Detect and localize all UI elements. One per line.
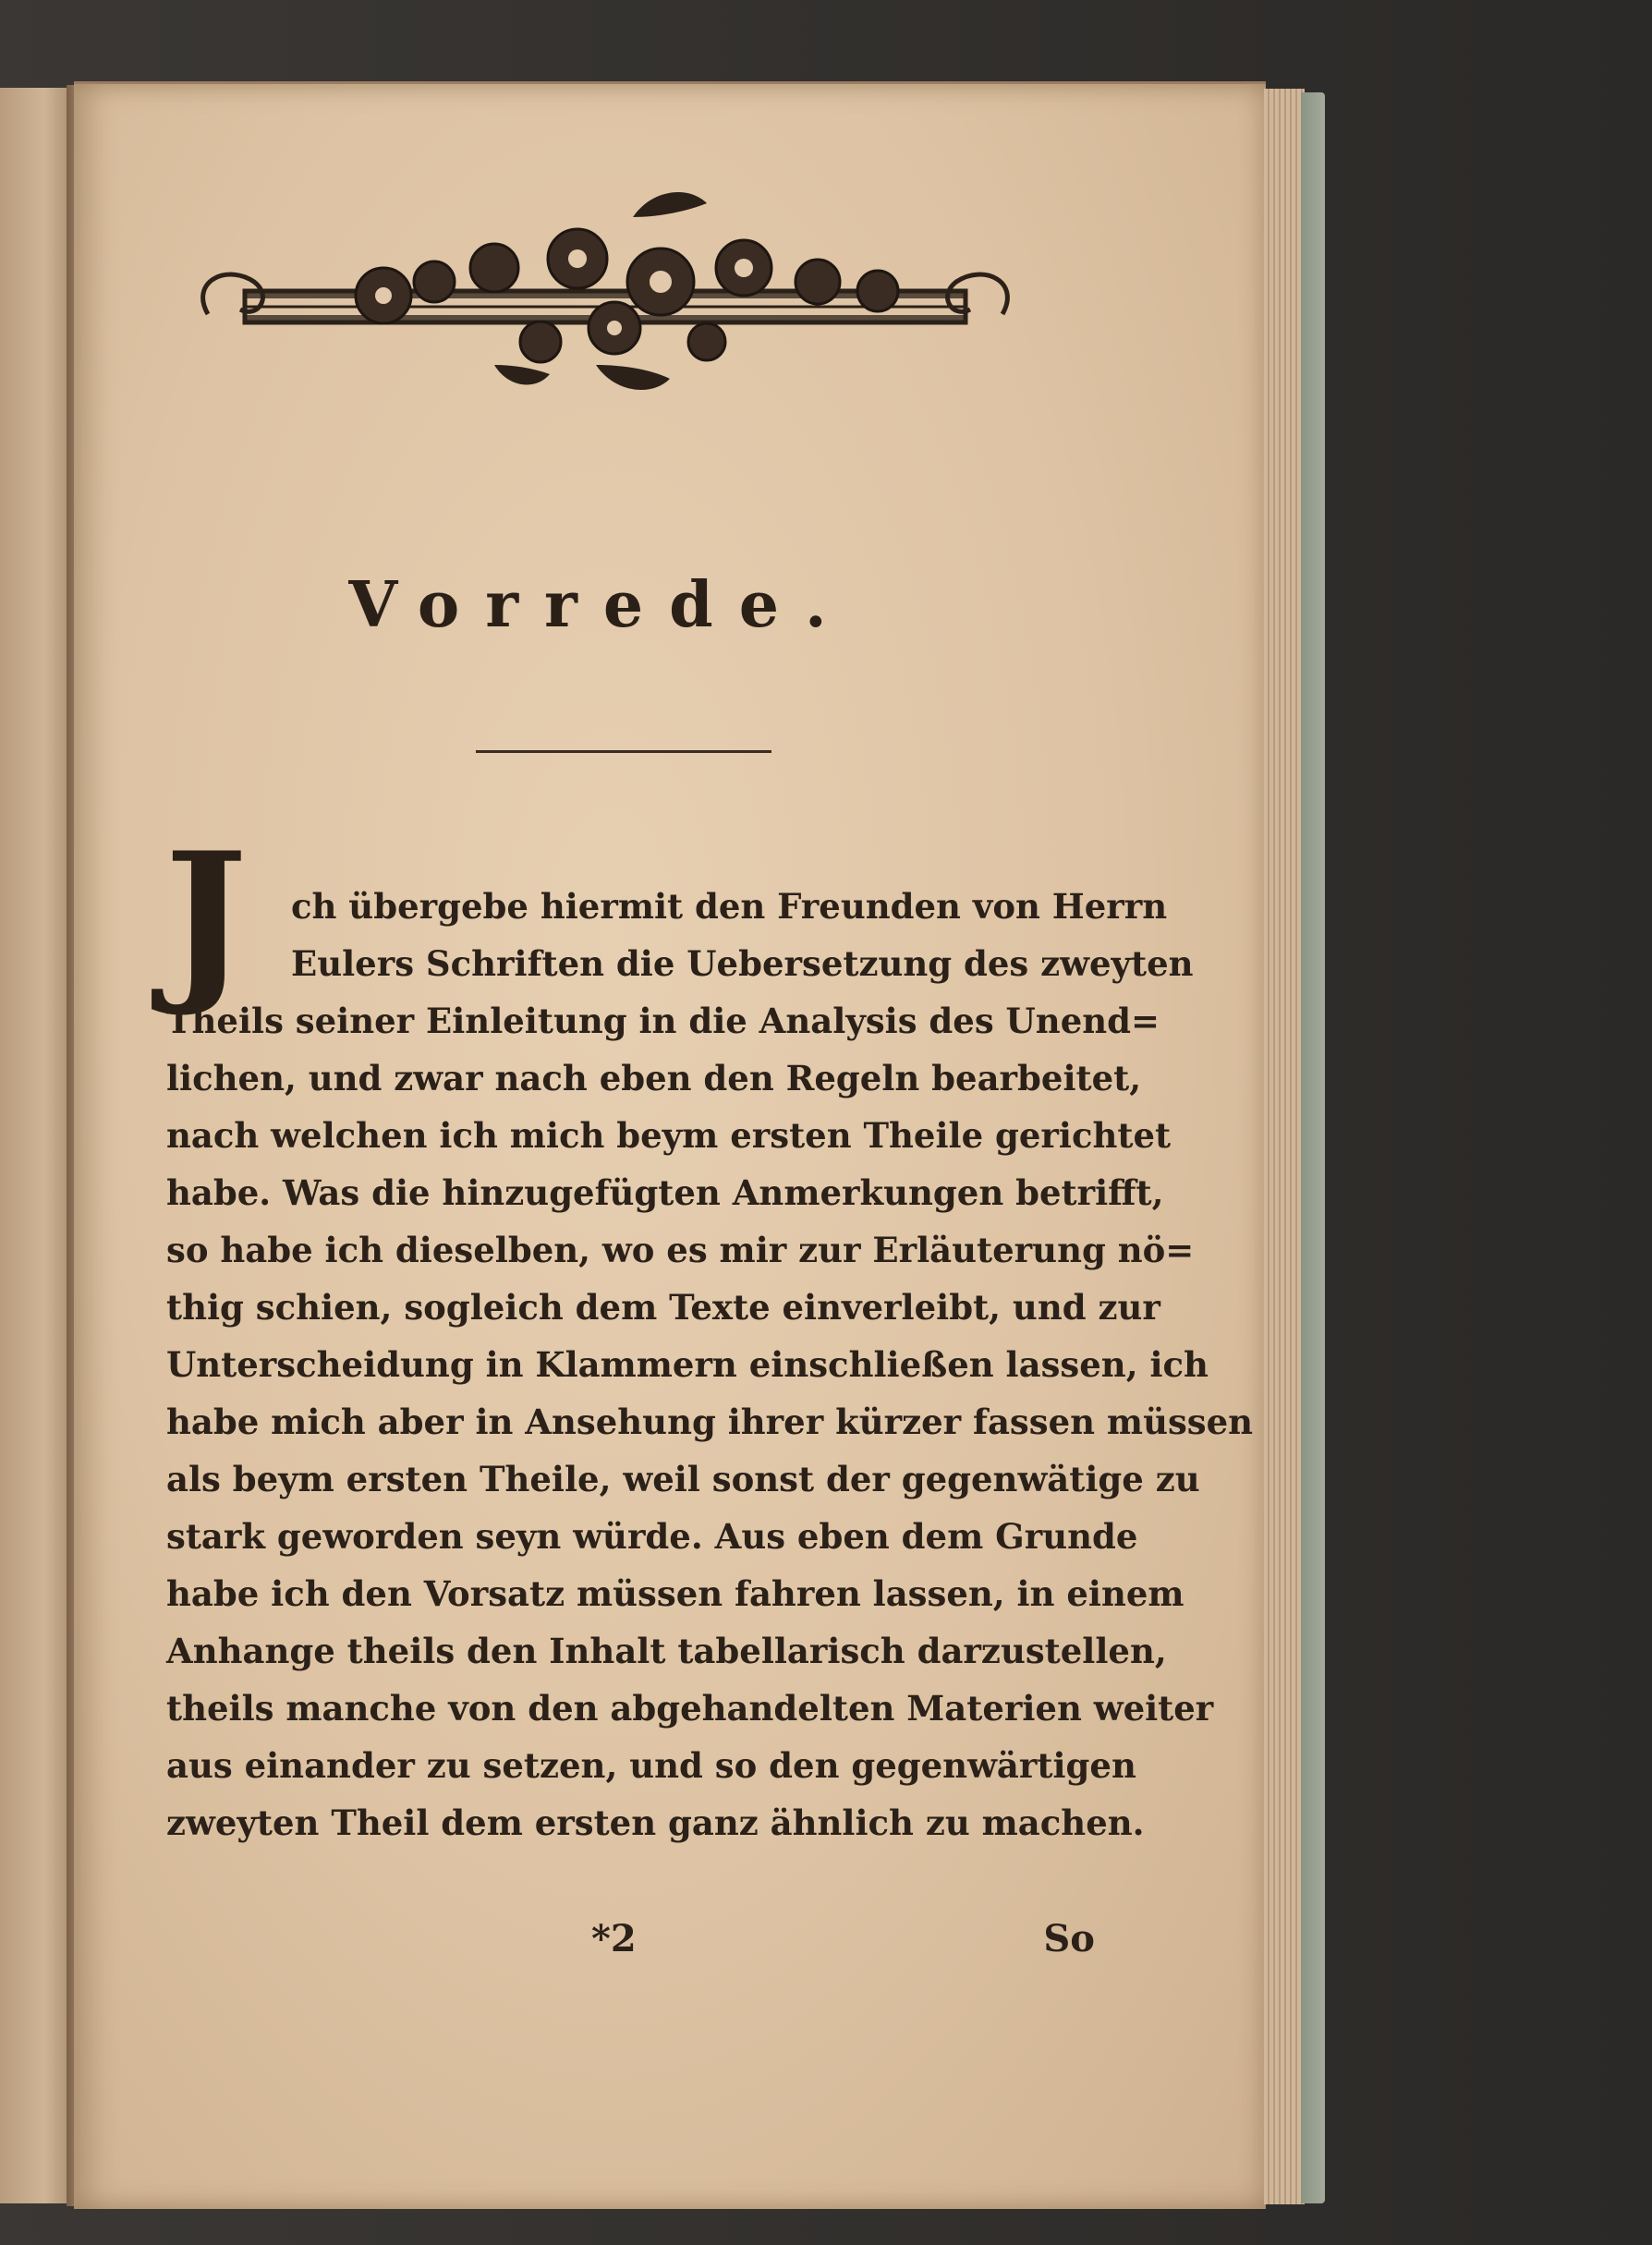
text-line: als beym ersten Theile, weil sonst der gegenwätige zu <box>166 1459 1200 1499</box>
text-line: lichen, und zwar nach eben den Regeln bearbeitet, <box>166 1058 1142 1098</box>
text-line: Anhange theils den Inhalt tabellarisch darzustellen, <box>166 1631 1167 1671</box>
page-stack-edge <box>1264 89 1305 2204</box>
text-line: aus einander zu setzen, und so den gegenwärtigen <box>166 1745 1136 1786</box>
text-line: Unterscheidung in Klammern einschließen lassen, ich <box>166 1344 1209 1385</box>
text-line: Eulers Schriften die Uebersetzung des zweyten <box>291 943 1194 984</box>
catchword: So <box>1043 1917 1095 1960</box>
text-line: thig schien, sogleich dem Texte einverleibt, und zur <box>166 1287 1160 1328</box>
text-line: Theils seiner Einleitung in die Analysis des Unend= <box>166 1001 1160 1041</box>
text-line: theils manche von den abgehandelten Materien weiter <box>166 1688 1214 1729</box>
drop-cap-initial: J <box>164 814 248 1020</box>
title-rule-divider <box>476 750 771 753</box>
page-footer <box>166 1917 1095 1982</box>
text-line: so habe ich dieselben, wo es mir zur Erläuterung nö= <box>166 1230 1195 1270</box>
body-text <box>166 878 1254 1851</box>
text-line: zweyten Theil dem ersten ganz ähnlich zu machen. <box>166 1802 1145 1843</box>
text-line: nach welchen ich mich beym ersten Theile gerichtet <box>166 1115 1172 1156</box>
text-line: habe mich aber in Ansehung ihrer kürzer fassen müssen <box>166 1402 1254 1442</box>
text-line: habe ich den Vorsatz müssen fahren lassen, in einem <box>166 1573 1184 1614</box>
text-line: stark geworden seyn würde. Aus eben dem Grunde <box>166 1516 1138 1557</box>
left-page-edge <box>0 88 74 2203</box>
page-title: Vorrede. <box>348 568 853 642</box>
floral-headpiece-ornament-icon <box>189 180 1021 402</box>
book-cover-edge <box>1301 92 1325 2203</box>
text-line: habe. Was die hinzugefügten Anmerkungen betrifft, <box>166 1172 1164 1213</box>
text-line: ch übergebe hiermit den Freunden von Herrn <box>291 886 1168 927</box>
signature-mark: *2 <box>591 1917 637 1960</box>
